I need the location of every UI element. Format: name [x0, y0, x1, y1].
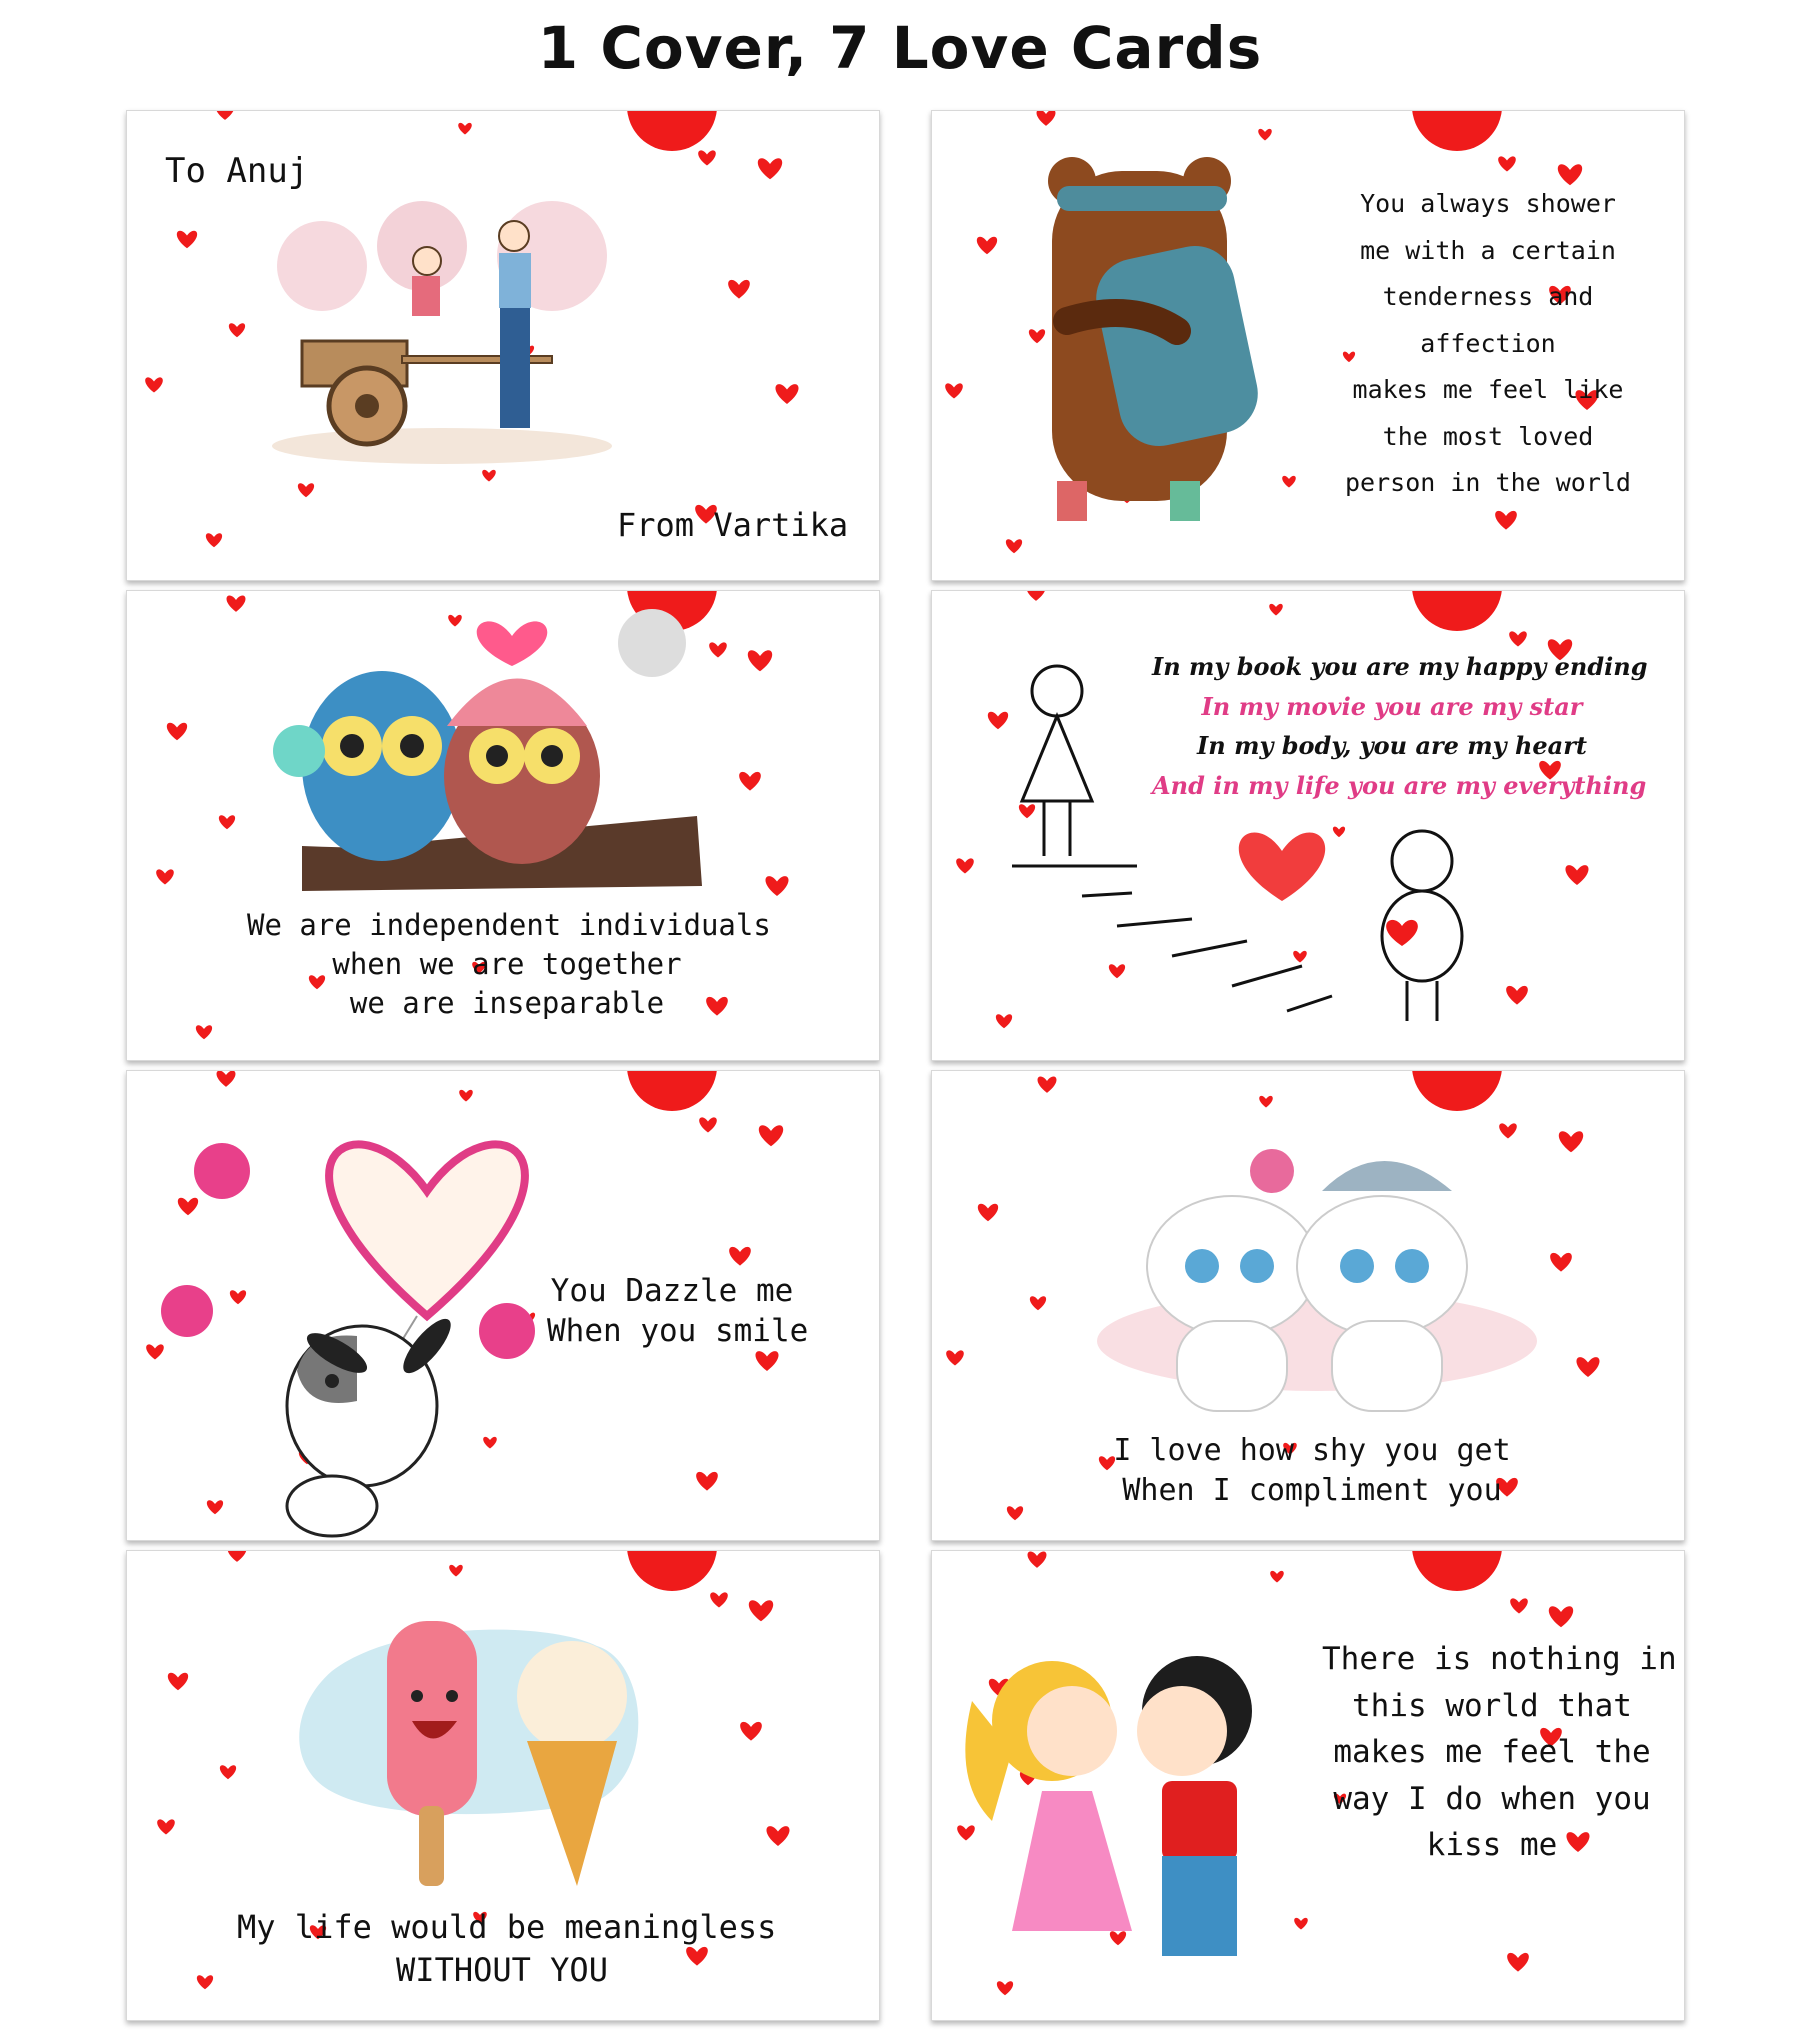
heart-icon	[728, 280, 750, 299]
heart-icon	[956, 858, 974, 873]
heart-icon	[1333, 827, 1345, 838]
love-card-4	[126, 1070, 880, 1541]
heart-icon	[1282, 476, 1296, 488]
heart-icon	[298, 483, 314, 497]
heart-icon	[1110, 1931, 1126, 1945]
heart-icon	[157, 1819, 175, 1834]
heart-icon	[1037, 111, 1056, 126]
heart-icon	[709, 642, 727, 657]
heart-icon	[1498, 156, 1516, 171]
heart-icon	[448, 615, 462, 627]
heart-icon	[1258, 129, 1272, 141]
message-line: the most loved	[1382, 421, 1594, 451]
heart-icon	[229, 323, 245, 337]
kissing-kids-illustration	[965, 1656, 1252, 1956]
heart-icon	[766, 1826, 789, 1846]
dog-illustration	[161, 1143, 535, 1536]
heart-icon	[957, 1825, 975, 1840]
heart-icon	[1270, 1571, 1284, 1583]
bear-illustration	[1048, 157, 1265, 521]
love-card-1	[931, 110, 1685, 581]
heart-icon	[197, 1975, 213, 1989]
heart-icon	[219, 815, 235, 829]
card-message	[1152, 647, 1648, 805]
message-line: makes me feel the	[1333, 1734, 1651, 1770]
heart-icon	[765, 876, 788, 896]
heart-icon	[459, 1090, 473, 1102]
heart-icon	[1007, 1506, 1023, 1520]
heart-icon	[698, 150, 716, 165]
heart-icon	[196, 1025, 212, 1039]
message-line: In my book you are my happy ending	[1152, 652, 1648, 681]
heart-icon	[749, 1600, 773, 1621]
heart-icon	[1019, 804, 1035, 818]
heart-icon	[996, 1014, 1012, 1028]
message-line: There is nothing in	[1322, 1641, 1677, 1677]
heart-icon	[1507, 1953, 1529, 1972]
heart-icon	[739, 772, 761, 791]
heart-cluster-icon	[1239, 832, 1325, 901]
message-line: We are independent individuals	[247, 908, 771, 942]
love-card-2	[126, 590, 880, 1061]
heart-icon	[1028, 1552, 1047, 1568]
message-line: You always shower	[1360, 189, 1616, 218]
heart-icon	[977, 237, 997, 255]
message-line: You Dazzle me	[550, 1273, 794, 1309]
heart-icon	[1510, 1598, 1528, 1613]
heart-icon	[220, 1765, 236, 1779]
heart-icon	[1495, 511, 1517, 530]
love-card-3	[931, 590, 1685, 1061]
message-line: I love how shy you get	[1113, 1433, 1511, 1468]
heart-icon	[748, 650, 772, 671]
heart-icon	[1576, 1357, 1599, 1377]
heart-icon	[1565, 865, 1588, 885]
message-line: makes me feel like	[1352, 375, 1624, 404]
heart-icon	[1109, 964, 1125, 978]
kittens-illustration	[1097, 1149, 1537, 1411]
heart-icon	[775, 384, 798, 404]
heart-icon	[1269, 604, 1283, 616]
heart-icon	[206, 533, 222, 547]
message-line: way I do when you	[1333, 1780, 1651, 1817]
heart-icon	[740, 1722, 762, 1741]
heart-icon	[217, 1071, 236, 1087]
message-line: When I compliment you	[1122, 1473, 1502, 1508]
card-message	[1322, 1636, 1677, 1869]
message-line: affection	[1420, 328, 1556, 358]
card-message	[1332, 181, 1644, 507]
heart-icon	[482, 470, 496, 482]
heart-icon	[146, 1344, 164, 1359]
heart-icon	[167, 723, 187, 741]
message-line: And in my life you are my everything	[1152, 770, 1647, 800]
heart-icon	[1550, 1253, 1572, 1272]
card-message	[547, 1271, 809, 1351]
page-title: 1 Cover, 7 Love Cards	[537, 14, 1263, 82]
heart-icon	[755, 1351, 778, 1371]
heart-icon	[1559, 1131, 1583, 1152]
heart-icon	[216, 111, 235, 120]
heart-icon	[1029, 329, 1045, 343]
heart-icon	[227, 596, 246, 612]
heart-icon	[758, 158, 782, 179]
heart-icon	[1038, 1077, 1057, 1093]
message-line: we are inseparable	[349, 986, 665, 1020]
heart-icon	[988, 712, 1008, 730]
heart-icon	[228, 1551, 247, 1562]
heart-icon	[1506, 986, 1528, 1005]
heart-icon	[230, 1290, 246, 1304]
cover-card	[126, 110, 880, 581]
message-line: when we are together	[332, 947, 682, 981]
heart-icon	[168, 1673, 188, 1691]
message-line: My life would be meaningless	[237, 1908, 777, 1946]
heart-icon	[1509, 631, 1527, 646]
message-line: In my body, you are my heart	[1197, 731, 1587, 760]
heart-icon	[946, 1350, 964, 1365]
heart-icon	[997, 1981, 1013, 1995]
heart-icon	[696, 1472, 718, 1491]
love-card-6	[126, 1550, 880, 2021]
heart-icon	[449, 1565, 463, 1577]
heart-icon	[178, 1198, 198, 1216]
heart-icon	[1499, 1123, 1517, 1138]
card-message	[237, 1906, 777, 1992]
popsicle-icecream-illustration	[299, 1621, 638, 1886]
heart-icon	[458, 123, 472, 135]
couple-illustration	[272, 201, 612, 464]
heart-icon	[978, 1204, 998, 1222]
message-line: me with a certain	[1360, 235, 1616, 265]
message-line: tenderness and	[1382, 282, 1594, 311]
heart-icon	[1294, 1918, 1308, 1930]
message-line: person in the world	[1345, 468, 1631, 497]
heart-icon	[207, 1500, 223, 1514]
message-line: kiss me	[1426, 1827, 1558, 1863]
heart-icon	[699, 1117, 717, 1132]
message-line: this world that	[1352, 1687, 1632, 1724]
message-line: In my movie you are my star	[1201, 691, 1583, 721]
heart-icon	[945, 383, 963, 398]
heart-icon	[156, 869, 174, 884]
from-label: From Vartika	[617, 506, 849, 544]
message-line: WITHOUT YOU	[396, 1951, 608, 1989]
heart-icon	[177, 231, 197, 249]
heart-icon	[729, 1247, 751, 1266]
heart-icon	[1030, 1296, 1046, 1310]
heart-icon	[1549, 1606, 1573, 1627]
heart-icon	[483, 1437, 497, 1449]
heart-icon	[1006, 539, 1022, 553]
heart-icon	[710, 1592, 728, 1607]
heart-icon	[145, 377, 163, 392]
heart-icon	[759, 1125, 783, 1146]
heart-icon	[1293, 951, 1307, 963]
to-label: To Anuj	[165, 151, 309, 191]
heart-icon	[1259, 1096, 1273, 1108]
card-message	[247, 906, 771, 1023]
love-card-5	[931, 1070, 1685, 1541]
heart-icon	[1027, 591, 1046, 601]
message-line: When you smile	[547, 1313, 809, 1349]
owls-illustration	[273, 609, 702, 891]
love-card-7	[931, 1550, 1685, 2021]
card-message	[1102, 1431, 1522, 1511]
